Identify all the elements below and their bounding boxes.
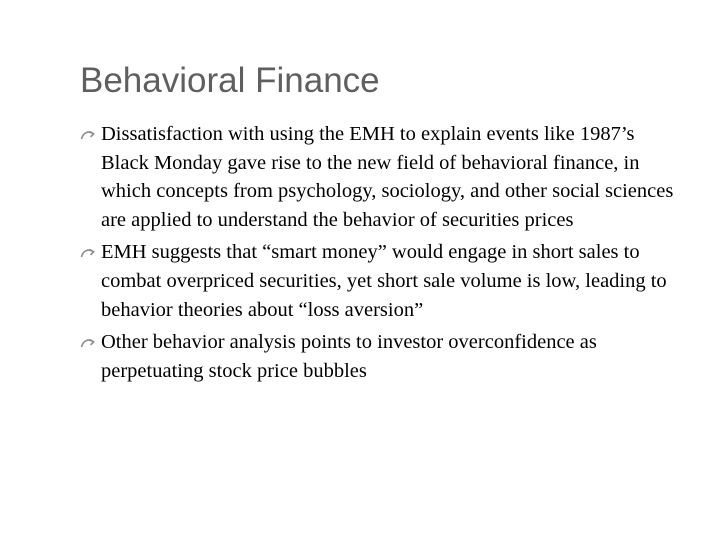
curved-arrow-bullet-icon — [80, 336, 96, 350]
curved-arrow-bullet-icon — [80, 246, 96, 260]
bullet-text: EMH suggests that “smart money” would engage in short sales to combat overpriced securities, yet short sale volume is low, leading to behavior theories about “loss aversion” — [101, 241, 667, 321]
bullet-item — [80, 328, 680, 385]
slide-title: Behavioral Finance — [80, 61, 380, 100]
bullet-text: Dissatisfaction with using the EMH to explain events like 1987’s Black Monday gave rise to the new field of behavioral finance, in which concepts from psychology, sociology, and other social sciences are applied to understand the behavior of securities prices — [101, 123, 674, 232]
bullet-list — [80, 120, 680, 389]
bullet-item — [80, 238, 680, 324]
curved-arrow-bullet-icon — [80, 128, 96, 142]
bullet-text: Other behavior analysis points to investor overconfidence as perpetuating stock price bubbles — [101, 330, 597, 382]
bullet-item — [80, 120, 680, 235]
